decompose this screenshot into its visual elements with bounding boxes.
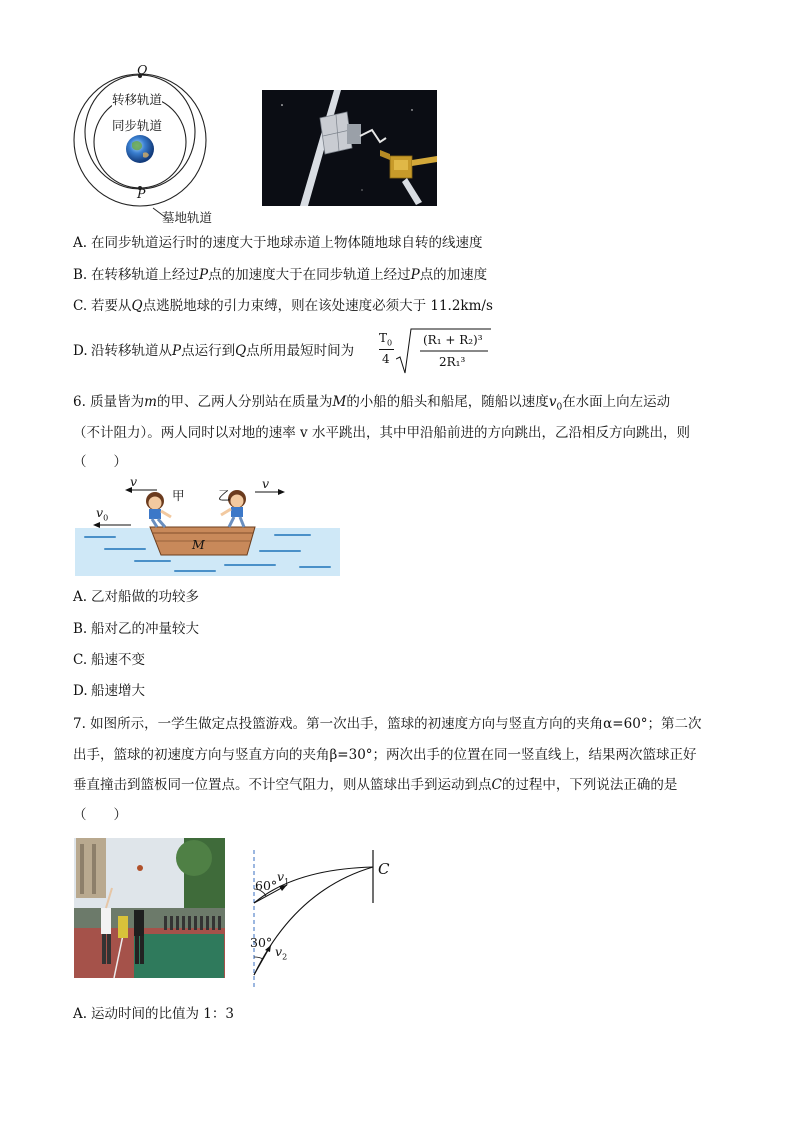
boat-v-right: v [262,476,270,491]
q5-option-a: A. 在同步轨道运行时的速度大于地球赤道上物体随地球自转的线速度 [73,235,483,251]
orbit-label-sync: 同步轨道 [112,118,163,133]
angle-60: 60° [255,878,278,893]
orbit-diagram [70,60,230,228]
q5-option-b: B. 在转移轨道上经过P点的加速度大于在同步轨道上经过P点的加速度 [73,267,488,283]
label-v1: $v_1$ [277,869,290,887]
q6-option-c: C. 船速不变 [73,652,145,668]
angle-30: 30° [250,935,273,950]
boat-v-left: v [130,474,138,489]
boat-label-yi: 乙 [218,488,231,503]
label-v2: $v_2$ [275,944,288,962]
boat-label-m: M [192,537,205,552]
boat-label-jia: 甲 [172,488,185,503]
q7-stem-line4: （ ） [73,807,127,823]
q5-formula: $T_0$ 4 (R₁ + R₂)³ 2R₁³ [379,327,489,377]
orbit-label-q: Q [137,62,148,77]
q7-stem-line1: 7. 如图所示，一学生做定点投篮游戏。第一次出手，篮球的初速度方向与竖直方向的夹角α=60°；第二次 [73,716,702,732]
q5-option-c: C. 若要从Q点逃脱地球的引力束缚，则在该处速度必须大于 11.2km/s [73,298,493,314]
boat-diagram [75,475,345,580]
boat-v0: $v_0$ [96,505,109,523]
q7-stem-line3: 垂直撞击到篮板同一位置点。不计空气阻力，则从篮球出手到运动到点C的过程中，下列说法正确的是 [73,777,678,793]
q6-stem-line2: （不计阻力）。两人同时以对地的速率 v 水平跳出，其中甲沿船前进的方向跳出，乙沿相反方向跳出，则 [73,425,690,441]
q6-option-a: A. 乙对船做的功较多 [73,589,199,605]
q6-stem-line1: 6. 质量皆为m的甲、乙两人分别站在质量为M的小船的船头和船尾，随船以速度$v_0$在水面上向左运动 [73,394,671,413]
orbit-label-grave: 墓地轨道 [162,210,213,225]
q6-stem-line3: （ ） [73,454,127,470]
q6-option-b: B. 船对乙的冲量较大 [73,621,199,637]
basketball-photo [74,838,225,978]
q5-option-d: D. 沿转移轨道从P点运行到Q点所用最短时间为 [73,343,355,359]
orbit-label-p: P [137,186,146,201]
q7-option-a: A. 运动时间的比值为 1：3 [73,1006,234,1022]
q6-option-d: D. 船速增大 [73,683,145,699]
label-c: C [378,860,390,878]
satellite-photo [262,90,437,206]
q7-stem-line2: 出手，篮球的初速度方向与竖直方向的夹角β=30°；两次出手的位置在同一竖直线上，结果两次篮球正好 [73,747,697,763]
orbit-label-transfer: 转移轨道 [112,92,163,107]
